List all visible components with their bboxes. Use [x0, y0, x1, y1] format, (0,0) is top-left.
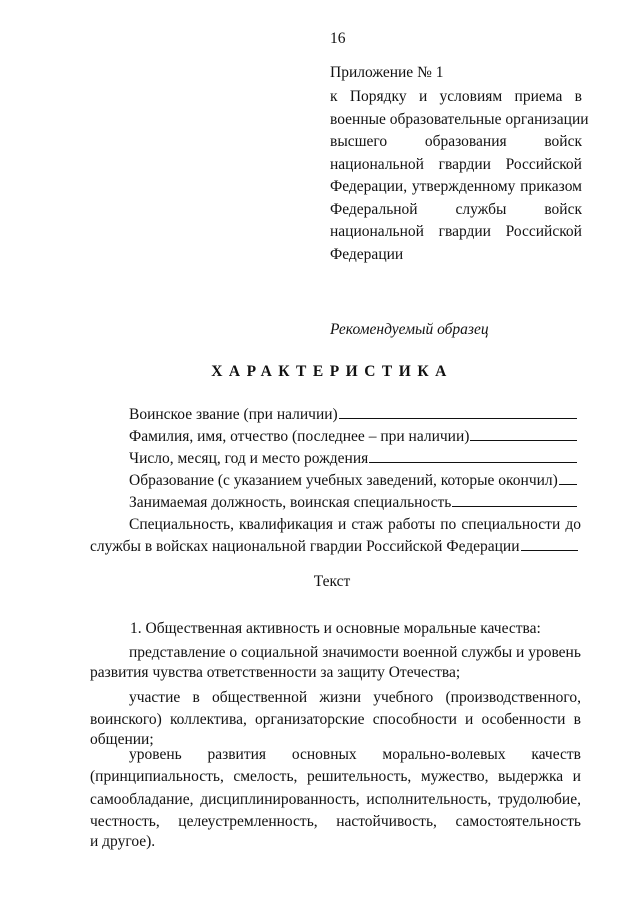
- field-military-rank: [129, 404, 577, 426]
- paragraph-line: и другое).: [90, 833, 156, 850]
- paragraph-line: уровень развития основных морально-волевых качеств: [129, 746, 581, 763]
- appendix-line: Федерации, утвержденному приказом: [330, 178, 582, 195]
- field-label: Воинское звание (при наличии): [129, 406, 338, 423]
- fill-in-line: [369, 448, 577, 463]
- paragraph-line: представление о социальной значимости военной службы и уровень: [129, 644, 581, 661]
- appendix-title: Приложение № 1: [330, 64, 444, 81]
- appendix-line: национальной гвардии Российской: [330, 155, 582, 173]
- sample-label: Рекомендуемый образец: [330, 321, 489, 338]
- fill-in-line: [559, 470, 577, 485]
- field-label: Занимаемая должность, воинская специальность: [129, 494, 452, 511]
- paragraph-line: воинского) коллектива, организаторские способности и особенности в: [90, 711, 581, 728]
- field-label: Образование (с указанием учебных заведений, которые окончил): [129, 472, 558, 489]
- field-full-name: [129, 426, 577, 448]
- paragraph-line: участие в общественной жизни учебного (производственного,: [129, 689, 581, 706]
- specialty-line-1: Специальность, квалификация и стаж работы по специальности до: [129, 516, 581, 533]
- document-title: ХАРАКТЕРИСТИКА: [211, 363, 453, 380]
- appendix-line: военные образовательные организации: [330, 110, 589, 128]
- appendix-line: высшего образования войск: [330, 133, 582, 150]
- item-1-heading: 1. Общественная активность и основные моральные качества:: [130, 620, 541, 637]
- field-label: Число, месяц, год и место рождения: [129, 450, 369, 467]
- page-number: 16: [330, 30, 346, 47]
- field-education: [129, 470, 577, 492]
- appendix-line: к Порядку и условиям приема в: [330, 88, 582, 105]
- appendix-line: Федеральной службы войск: [330, 200, 582, 218]
- fill-in-line: [470, 426, 577, 441]
- section-heading: Текст: [313, 573, 351, 590]
- fill-in-line: [339, 404, 577, 419]
- appendix-line: национальной гвардии Российской: [330, 223, 582, 240]
- paragraph-line: самообладание, дисциплинированность, исполнительность, трудолюбие,: [90, 791, 581, 808]
- fill-in-line: [452, 492, 577, 507]
- paragraph-line: развития чувства ответственности за защиту Отечества;: [90, 664, 461, 681]
- field-label: Фамилия, имя, отчество (последнее – при наличии): [129, 428, 470, 445]
- field-birth-date-place: [129, 448, 577, 470]
- fill-in-line: [521, 536, 578, 551]
- specialty-line-2: службы в войсках национальной гвардии Российской Федерации: [90, 536, 578, 558]
- appendix-reference: [330, 86, 589, 266]
- paragraph-line: (принципиальность, смелость, решительность, мужество, выдержка и: [90, 768, 581, 785]
- paragraph-line: честность, целеустремленность, настойчивость, самостоятельность: [90, 813, 581, 830]
- field-position: [129, 492, 577, 514]
- paragraph-line: общении;: [90, 731, 154, 748]
- appendix-line: Федерации: [330, 245, 404, 263]
